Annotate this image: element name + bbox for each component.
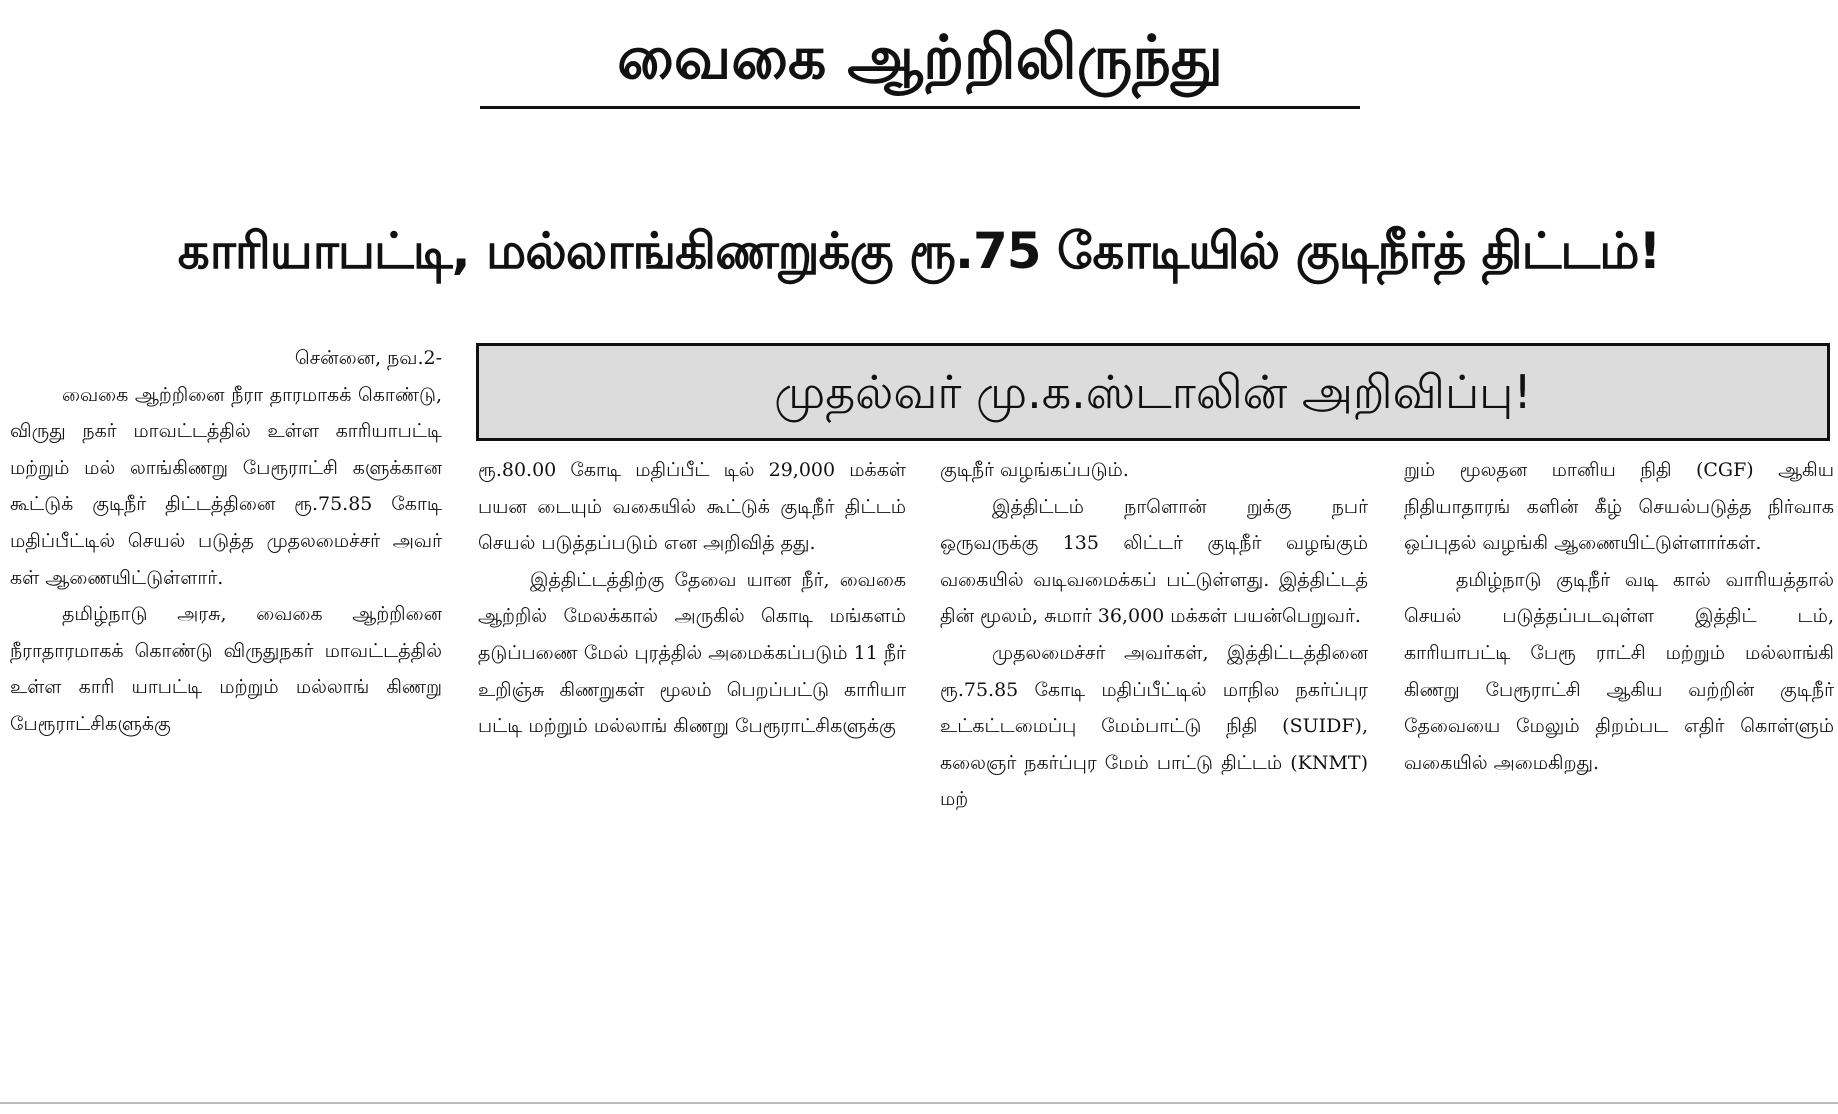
paragraph: றும் மூலதன மானிய நிதி (CGF) ஆகிய நிதியாதாரங் களின் கீழ் செயல்படுத்த நிர்வாக ஒப்புதல் வழங்கி ஆணையிட்டுள்ளார்கள். — [1404, 459, 1834, 555]
bottom-rule — [0, 1102, 1838, 1104]
dateline: சென்னை, நவ.2- — [294, 347, 442, 369]
subheadline-box: முதல்வர் மு.க.ஸ்டாலின் அறிவிப்பு! — [476, 343, 1830, 441]
paragraph: தமிழ்நாடு அரசு, வைகை ஆற்றினை நீராதாரமாகக் கொண்டு விருதுநகர் மாவட்டத்தில் உள்ள காரி யாபட்டி மற்றும் மல்லாங் கிணறு பேரூராட்சிகளுக்கு — [10, 603, 442, 735]
paragraph: இத்திட்டம் நாளொன் றுக்கு நபர் ஒருவருக்கு 135 லிட்டர் குடிநீர் வழங்கும் வகையில் வடிவமைக்கப் பட்டுள்ளது. இத்திட்டத் தின் மூலம், சுமார் 36,000 மக்கள் பயன்பெறுவர். — [940, 495, 1368, 628]
paragraph: வைகை ஆற்றினை நீரா தாரமாகக் கொண்டு, விருது நகர் மாவட்டத்தில் உள்ள காரியாபட்டி மற்றும் மல் லாங்கிணறு பேரூராட்சி களுக்கான கூட்டுக் குடிநீர் திட்டத்தினை ரூ.75.85 கோடி மதிப்பீட்டில் செயல் படுத்த முதலமைச்சர் அவர் கள் ஆணையிட்டுள்ளார். — [10, 383, 442, 589]
article-column-1 — [10, 340, 442, 743]
kicker-underline — [480, 106, 1360, 109]
article-column-3 — [940, 452, 1368, 818]
paragraph: தமிழ்நாடு குடிநீர் வடி கால் வாரியத்தால் செயல் படுத்தப்படவுள்ள இத்திட் டம், காரியாபட்டி பேரூ ராட்சி மற்றும் மல்லாங்கி கிணறு பேரூராட்சி ஆகிய வற்றின் குடிநீர் தேவையை மேலும் திறம்பட எதிர் கொள்ளும் வகையில் அமைகிறது. — [1404, 568, 1834, 774]
article-column-4 — [1404, 452, 1834, 781]
article-column-2 — [478, 452, 906, 745]
paragraph: ரூ.80.00 கோடி மதிப்பீட் டில் 29,000 மக்கள் பயன டையும் வகையில் கூட்டுக் குடிநீர் திட்டம் செயல் படுத்தப்படும் என அறிவித் தது. — [478, 459, 906, 555]
main-headline: காரியாபட்டி, மல்லாங்கிணறுக்கு ரூ.75 கோடியில் குடிநீர்த் திட்டம்! — [177, 222, 1661, 280]
paragraph: இத்திட்டத்திற்கு தேவை யான நீர், வைகை ஆற்றில் மேலக்கால் அருகில் கொடி மங்களம் தடுப்பணை மேல் புரத்தில் அமைக்கப்படும் 11 நீர் உறிஞ்சு கிணறுகள் மூலம் பெறப்பட்டு காரியா பட்டி மற்றும் மல்லாங் கிணறு பேரூராட்சிகளுக்கு — [478, 568, 906, 738]
kicker-headline: வைகை ஆற்றிலிருந்து — [617, 23, 1223, 93]
paragraph: குடிநீர் வழங்கப்படும். — [940, 459, 1129, 481]
paragraph: முதலமைச்சர் அவர்கள், இத்திட்டத்தினை ரூ.75.85 கோடி மதிப்பீட்டில் மாநில நகர்ப்புர உட்கட்டமைப்பு மேம்பாட்டு நிதி (SUIDF), கலைஞர் நகர்ப்புர மேம் பாட்டு திட்டம் (KNMT) மற் — [940, 641, 1368, 811]
